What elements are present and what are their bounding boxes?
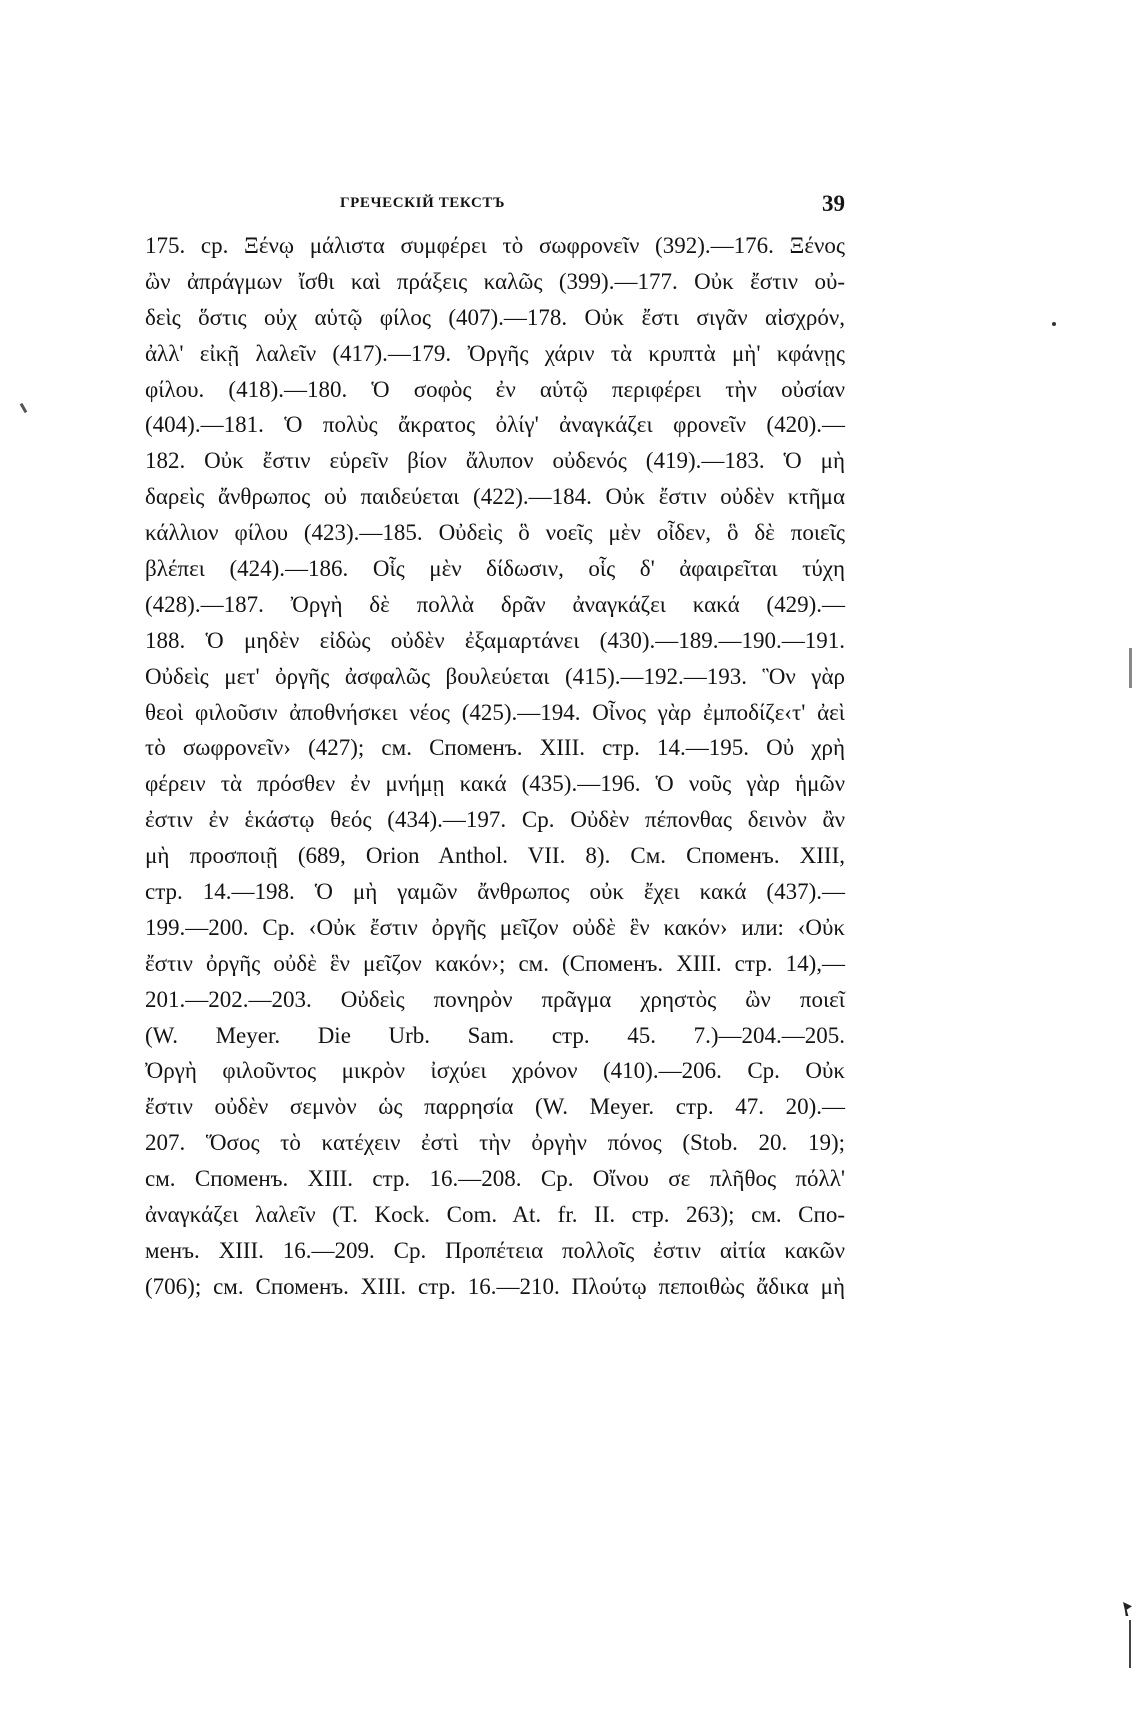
text-line: ἀλλ' εἰκῇ λαλεῖν (417).—179. Ὀργῆς χάριν τὰ κρυπτὰ μὴ' κφάνῃς <box>145 340 845 366</box>
text-line: κάλλιον φίλου (423).—185. Οὐδεὶς ὃ νοεῖς μὲν οἶδεν, ὃ δὲ ποιεῖς <box>145 520 845 546</box>
text-line: 201.—202.—203. Οὐδεὶς πονηρὸν πρᾶγμα χρηστὸς ὢν ποιεῖ <box>145 986 845 1012</box>
text-line: менъ. XIII. 16.—209. Ср. Προπέτεια πολλοῖς ἐστιν αἰτία κακῶν <box>145 1237 845 1263</box>
text-line: βλέπει (424).—186. Οἷς μὲν δίδωσιν, οἷς δ' ἀφαιρεῖται τύχη <box>145 556 845 582</box>
text-line: φίλου. (418).—180. Ὁ σοφὸς ἐν αὑτῷ περιφέρει τὴν οὐσίαν <box>145 376 845 402</box>
scan-edge-mark <box>1129 1620 1131 1668</box>
text-line: (404).—181. Ὁ πολὺς ἄκρατος ὀλίγ' ἀναγκάζει φρονεῖν (420).— <box>145 412 845 438</box>
scan-edge-mark <box>1129 648 1132 688</box>
text-line: ὢν ἀπράγμων ἴσθι καὶ πράξεις καλῶς (399).—177. Οὐκ ἔστιν οὐ- <box>145 268 845 294</box>
text-line: стр. 14.—198. Ὁ μὴ γαμῶν ἄνθρωπος οὐκ ἔχει κακά (437).— <box>145 879 845 905</box>
greek-text-body <box>145 228 845 1305</box>
text-line: (W. Meyer. Die Urb. Sam. стр. 45. 7.)—204.—205. <box>145 1022 845 1048</box>
scan-edge-mark <box>1123 1602 1132 1616</box>
text-line: (428).—187. Ὀργὴ δὲ πολλὰ δρᾶν ἀναγκάζει κακά (429).— <box>145 591 845 617</box>
text-line: δεὶς ὅστις οὐχ αὑτῷ φίλος (407).—178. Οὐκ ἔστι σιγᾶν αἰσχρόν, <box>145 304 845 330</box>
page-number: 39 <box>822 191 845 216</box>
text-line: τὸ σωφρονεῖν› (427); см. Споменъ. XIII. стр. 14.—195. Οὐ χρὴ <box>145 735 845 761</box>
text-line: 207. Ὅσος τὸ κατέχειν ἐστὶ τὴν ὀργὴν πόνος (Stob. 20. 19); <box>145 1130 845 1156</box>
text-line: φέρειν τὰ πρόσθεν ἐν μνήμῃ κακά (435).—196. Ὁ νοῦς γὰρ ἡμῶν <box>145 771 845 797</box>
text-line: 188. Ὁ μηδὲν εἰδὼς οὐδὲν ἐξαμαρτάνει (430).—189.—190.—191. <box>145 627 845 653</box>
text-line: Οὐδεὶς μετ' ὀργῆς ἀσφαλῶς βουλεύεται (415).—192.—193. Ὃν γὰρ <box>145 663 845 689</box>
text-line: ἔστιν οὐδὲν σεμνὸν ὡς παρρησία (W. Meyer. стр. 47. 20).— <box>145 1094 845 1120</box>
text-line: Ὀργὴ φιλοῦντος μικρὸν ἰσχύει χρόνον (410).—206. Ср. Οὐκ <box>145 1058 845 1084</box>
text-line: θεοὶ φιλοῦσιν ἀποθνήσκει νέος (425).—194. Οἶνος γὰρ ἐμποδίζε‹τ' ἀεὶ <box>145 699 845 725</box>
text-line: 199.—200. Ср. ‹Οὐκ ἔστιν ὀργῆς μεῖζον οὐδὲ ἓν κακόν› или: ‹Οὐκ <box>145 914 845 940</box>
text-line: (706); см. Споменъ. XIII. стр. 16.—210. Πλούτῳ πεποιθὼς ἄδικα μὴ <box>145 1273 845 1299</box>
margin-speck <box>1052 322 1056 326</box>
text-line: ἀναγκάζει λαλεῖν (T. Kock. Com. At. fr. II. стр. 263); см. Спо- <box>145 1202 845 1228</box>
running-head <box>145 193 845 223</box>
text-line: μὴ προσποιῇ (689, Orion Anthol. VII. 8). См. Споменъ. XIII, <box>145 843 845 869</box>
running-title: ГРЕЧЕСКІЙ ТЕКСТЪ <box>340 195 506 211</box>
text-line: δαρεὶς ἄνθρωπος οὐ παιδεύεται (422).—184. Οὐκ ἔστιν οὐδὲν κτῆμα <box>145 484 845 510</box>
text-line: 175. cp. Ξένῳ μάλιστα συμφέρει τὸ σωφρονεῖν (392).—176. Ξένος <box>145 233 845 258</box>
text-line: ἔστιν ὀργῆς οὐδὲ ἓν μεῖζον κακόν›; см. (Споменъ. XIII. стр. 14),— <box>145 950 845 976</box>
text-line: 182. Οὐκ ἔστιν εὑρεῖν βίον ἄλυπον οὐδενός (419).—183. Ὁ μὴ <box>145 448 845 474</box>
margin-speck <box>20 403 28 413</box>
text-line: см. Споменъ. XIII. стр. 16.—208. Ср. Οἴνου σε πλῆθος πόλλ' <box>145 1166 845 1192</box>
text-line: ἐστιν ἐν ἑκάστῳ θεός (434).—197. Ср. Οὐδὲν πέπονθας δεινὸν ἂν <box>145 807 845 833</box>
